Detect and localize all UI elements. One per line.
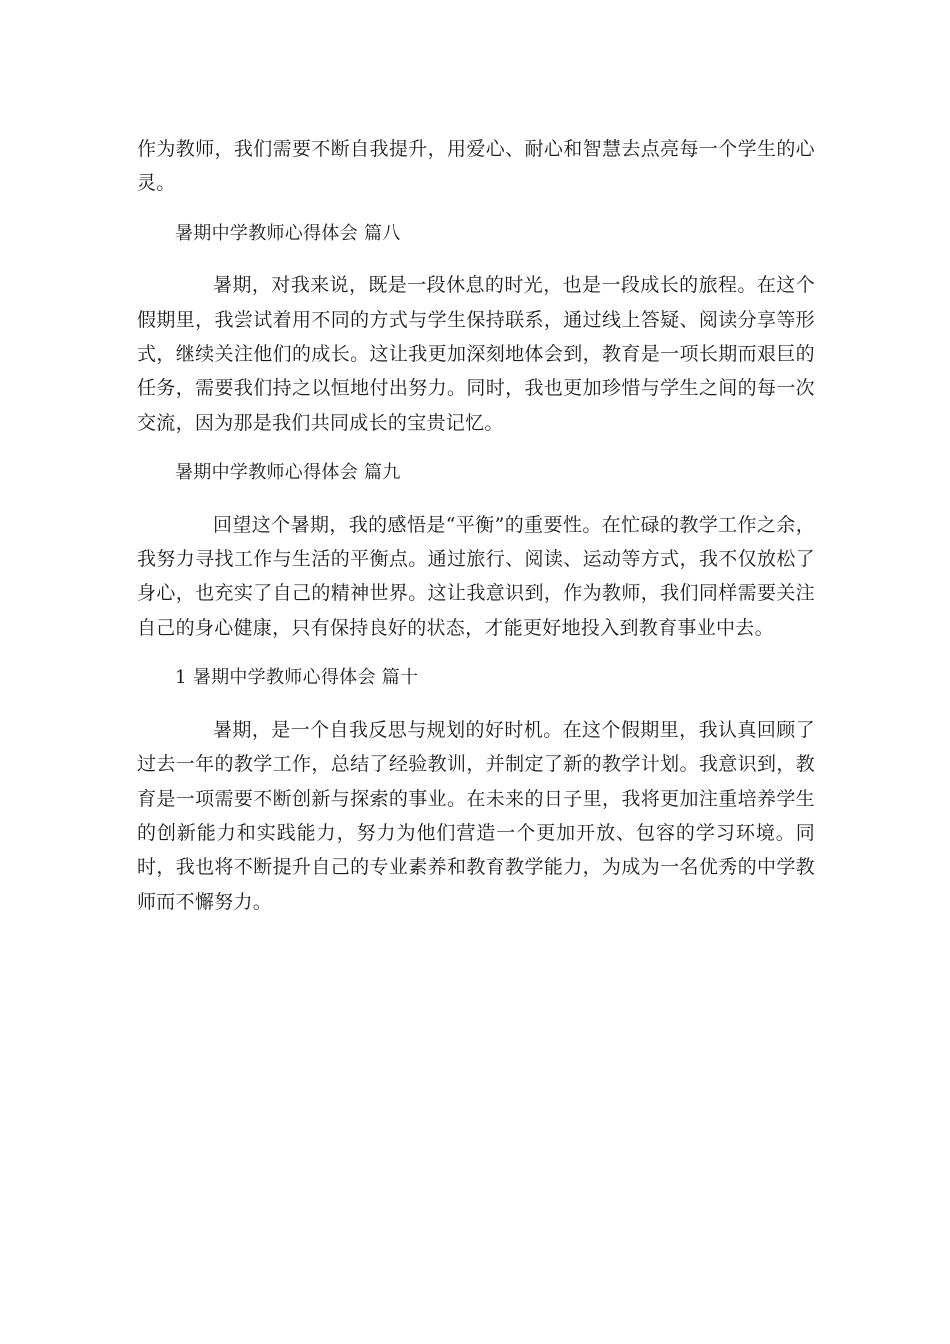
paragraph-intro-end: 作为教师，我们需要不断自我提升，用爱心、耐心和智慧去点亮每一个学生的心灵。 <box>137 138 815 195</box>
paragraph-section-10: 暑期，是一个自我反思与规划的好时机。在这个假期里，我认真回顾了过去一年的教学工作，总结了经验教训，并制定了新的教学计划。我意识到，教育是一项需要不断创新与探索的事业。在未来的日子里，我将更加注重培养学生的创新能力和实践能力，努力为他们营造一个更加开放、包容的学习环境。同时，我也将不断提升自己的专业素养和教育教学能力，为成为一名优秀的中学教师而不懈努力。 <box>137 718 815 913</box>
section-heading-8: 暑期中学教师心得体会 篇八 <box>175 222 401 244</box>
paragraph-section-9: 回望这个暑期，我的感悟是“平衡”的重要性。在忙碌的教学工作之余，我努力寻找工作与生活的平衡点。通过旅行、阅读、运动等方式，我不仅放松了身心，也充实了自己的精神世界。这让我意识到，作为教师，我们同样需要关注自己的身心健康，只有保持良好的状态，才能更好地投入到教育事业中去。 <box>137 513 815 639</box>
paragraph-section-8: 暑期，对我来说，既是一段休息的时光，也是一段成长的旅程。在这个假期里，我尝试着用不同的方式与学生保持联系，通过线上答疑、阅读分享等形式，继续关注他们的成长。这让我更加深刻地体会到，教育是一项长期而艰巨的任务，需要我们持之以恒地付出努力。同时，我也更加珍惜与学生之间的每一次交流，因为那是我们共同成长的宝贵记忆。 <box>137 274 815 434</box>
section-heading-10: 1 暑期中学教师心得体会 篇十 <box>175 667 419 689</box>
document-body <box>137 132 815 919</box>
section-heading-9: 暑期中学教师心得体会 篇九 <box>175 462 401 484</box>
